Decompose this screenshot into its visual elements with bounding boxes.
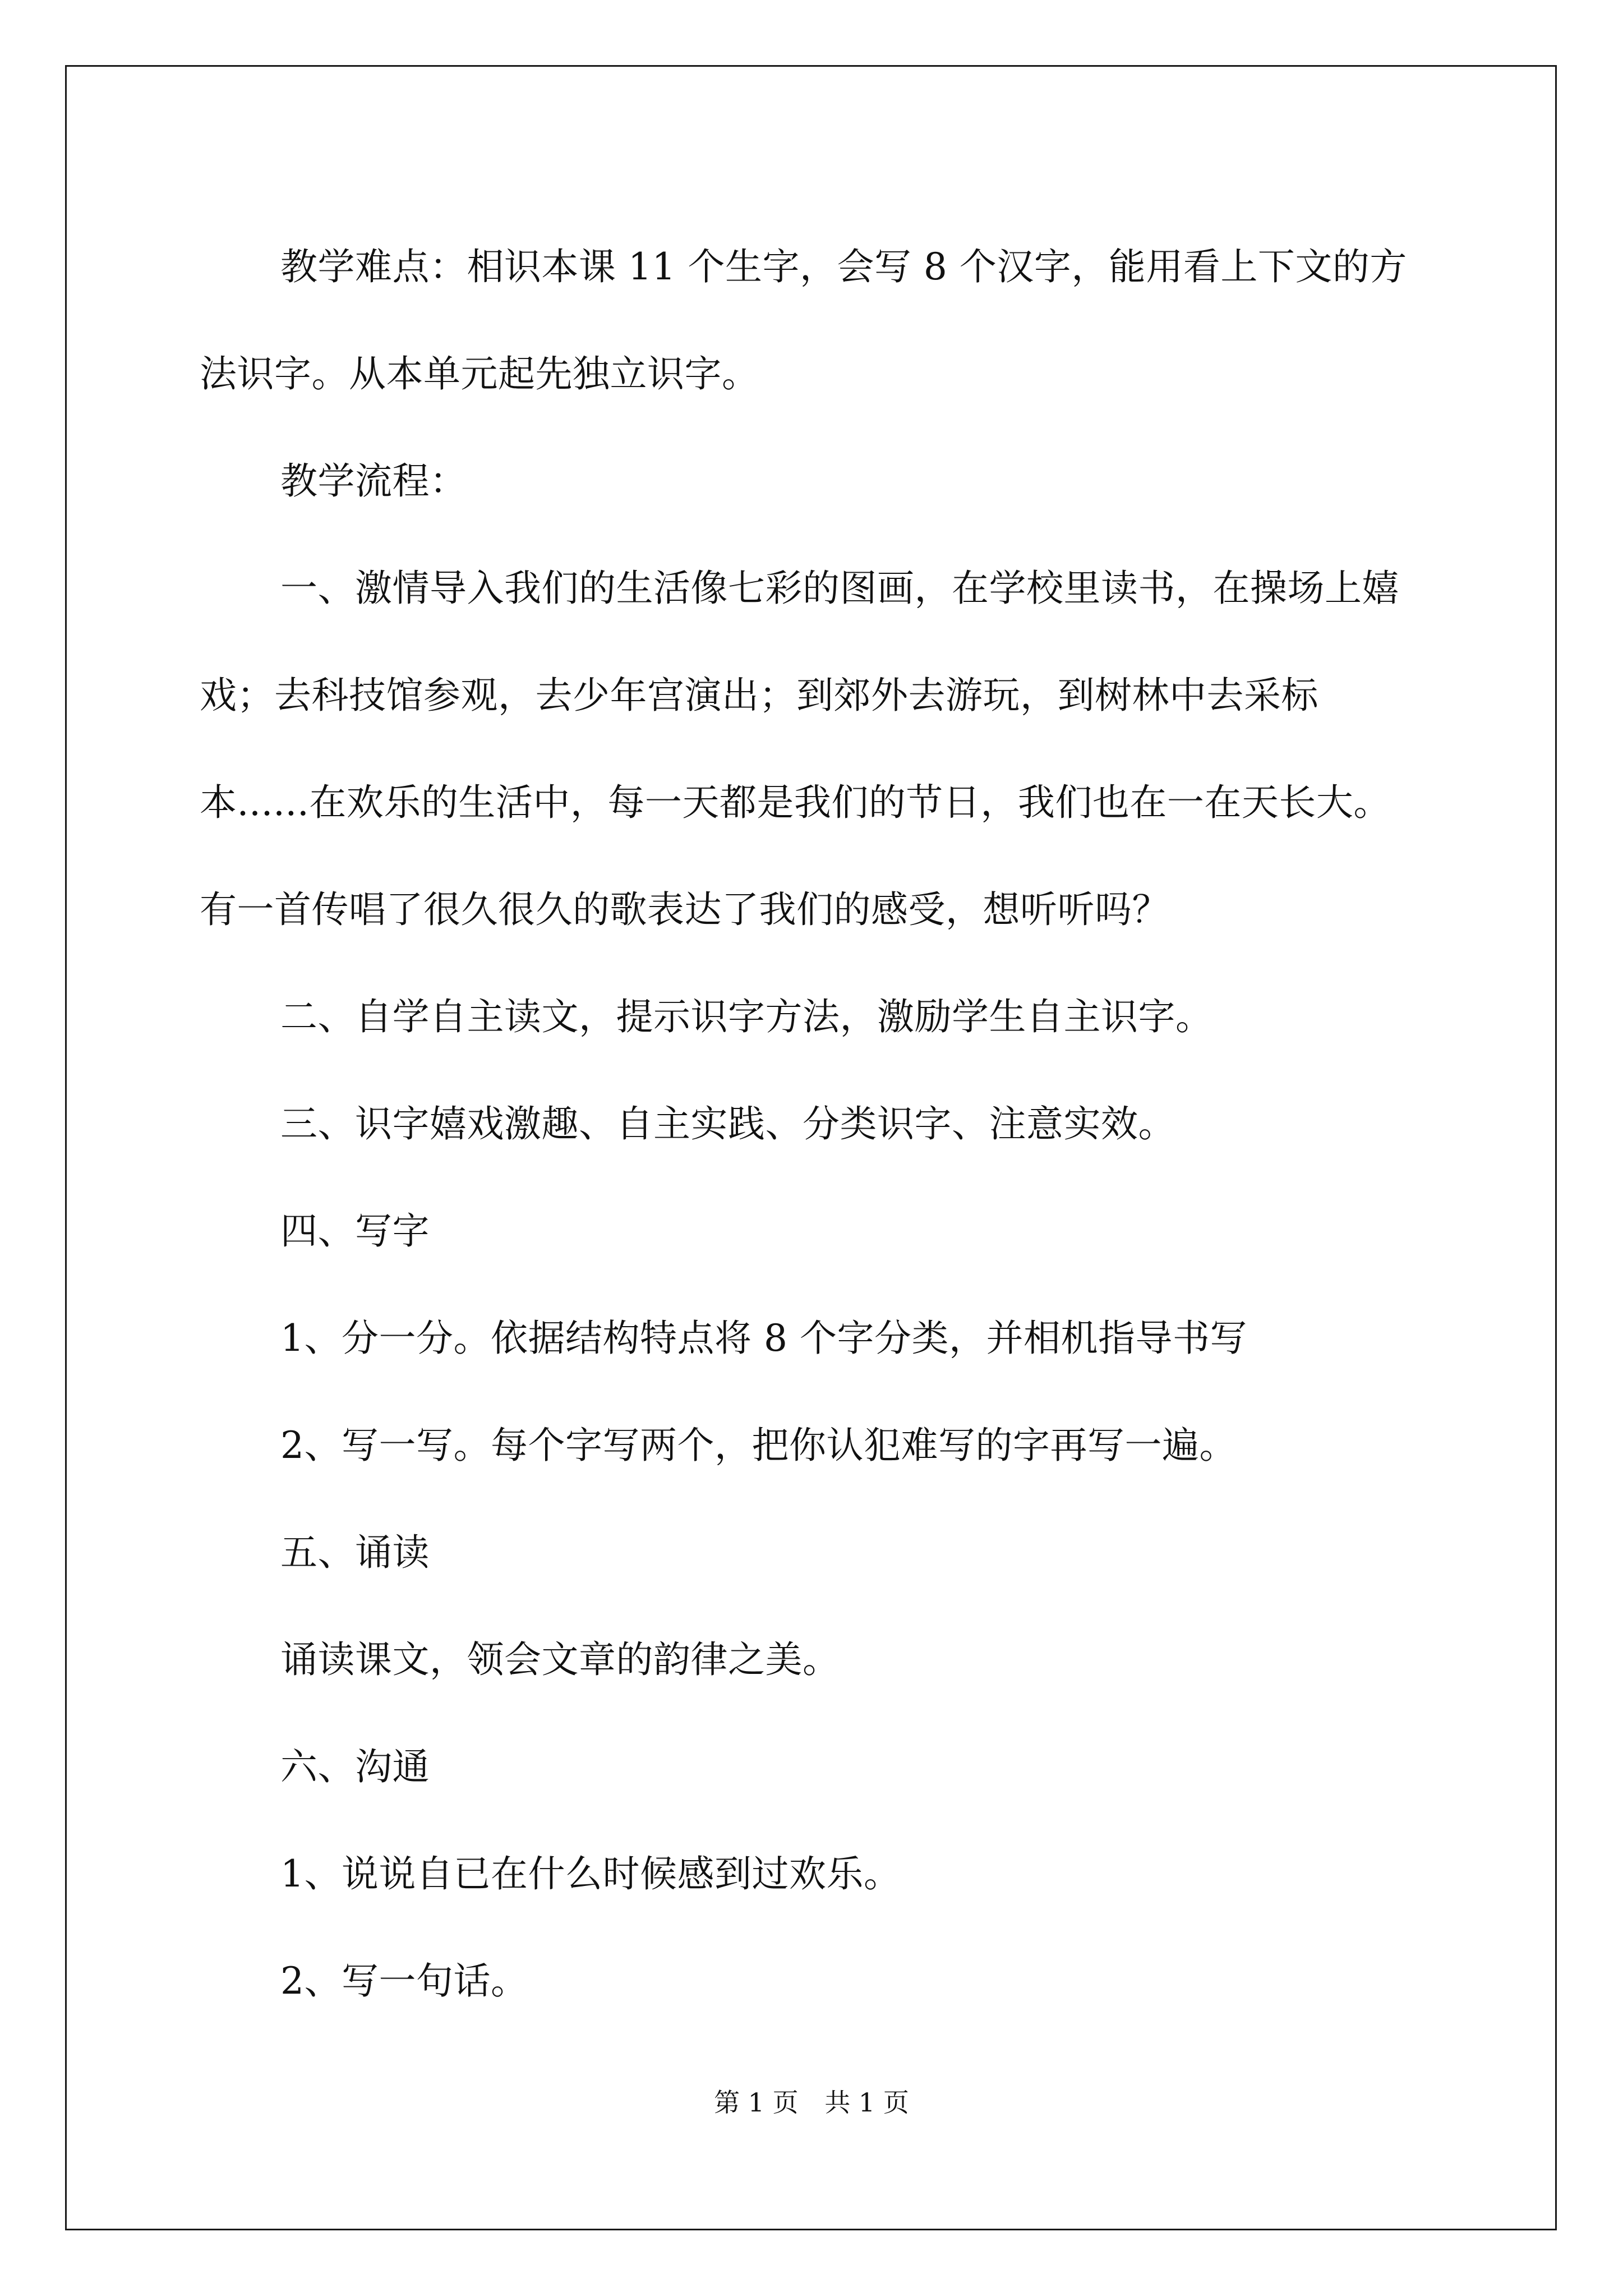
document-body xyxy=(200,213,1422,2035)
page-number-total: 共 1 页 xyxy=(824,2087,909,2118)
paragraph-step-four-item-2: 2、写一写。每个字写两个，把你认犯难写的字再写一遍。 xyxy=(280,1424,1237,1467)
paragraph-step-six-item-2: 2、写一句话。 xyxy=(280,1959,528,2003)
paragraph-teaching-process-heading: 教学流程： xyxy=(280,459,467,503)
paragraph-step-five-heading: 五、诵读 xyxy=(280,1531,430,1574)
paragraph-step-four-heading: 四、写字 xyxy=(280,1209,430,1253)
paragraph-step-three: 三、识字嬉戏激趣、自主实践、分类识字、注意实效。 xyxy=(280,1102,1175,1145)
paragraph-step-six-heading: 六、沟通 xyxy=(280,1745,430,1788)
page-footer xyxy=(0,2086,1623,2119)
paragraph-step-two: 二、自学自主读文，提示识字方法，激励学生自主识字。 xyxy=(280,995,1213,1038)
paragraph-step-five-body: 诵读课文，领会文章的韵律之美。 xyxy=(280,1638,840,1681)
paragraph-teaching-difficulty: 教学难点：相识本课 11 个生字，会写 8 个汉字，能用看上下文的方法识字。从本单元起先独立识字。 xyxy=(200,245,1407,395)
page-number-current: 第 1 页 xyxy=(714,2087,799,2118)
paragraph-step-six-item-1: 1、说说自已在什么时候感到过欢乐。 xyxy=(280,1852,901,1895)
paragraph-step-four-item-1: 1、分一分。依据结构特点将 8 个字分类，并相机指导书写 xyxy=(280,1317,1247,1360)
paragraph-step-one: 一、激情导入我们的生活像七彩的图画，在学校里读书，在操场上嬉戏；去科技馆参观，去少年宫演出；到郊外去游玩，到树林中去采标本......在欢乐的生活中，每一天都是我们的节日，我们也在一在天长大。有一首传唱了很久很久的歌表达了我们的感受，想听听吗？ xyxy=(200,567,1399,931)
